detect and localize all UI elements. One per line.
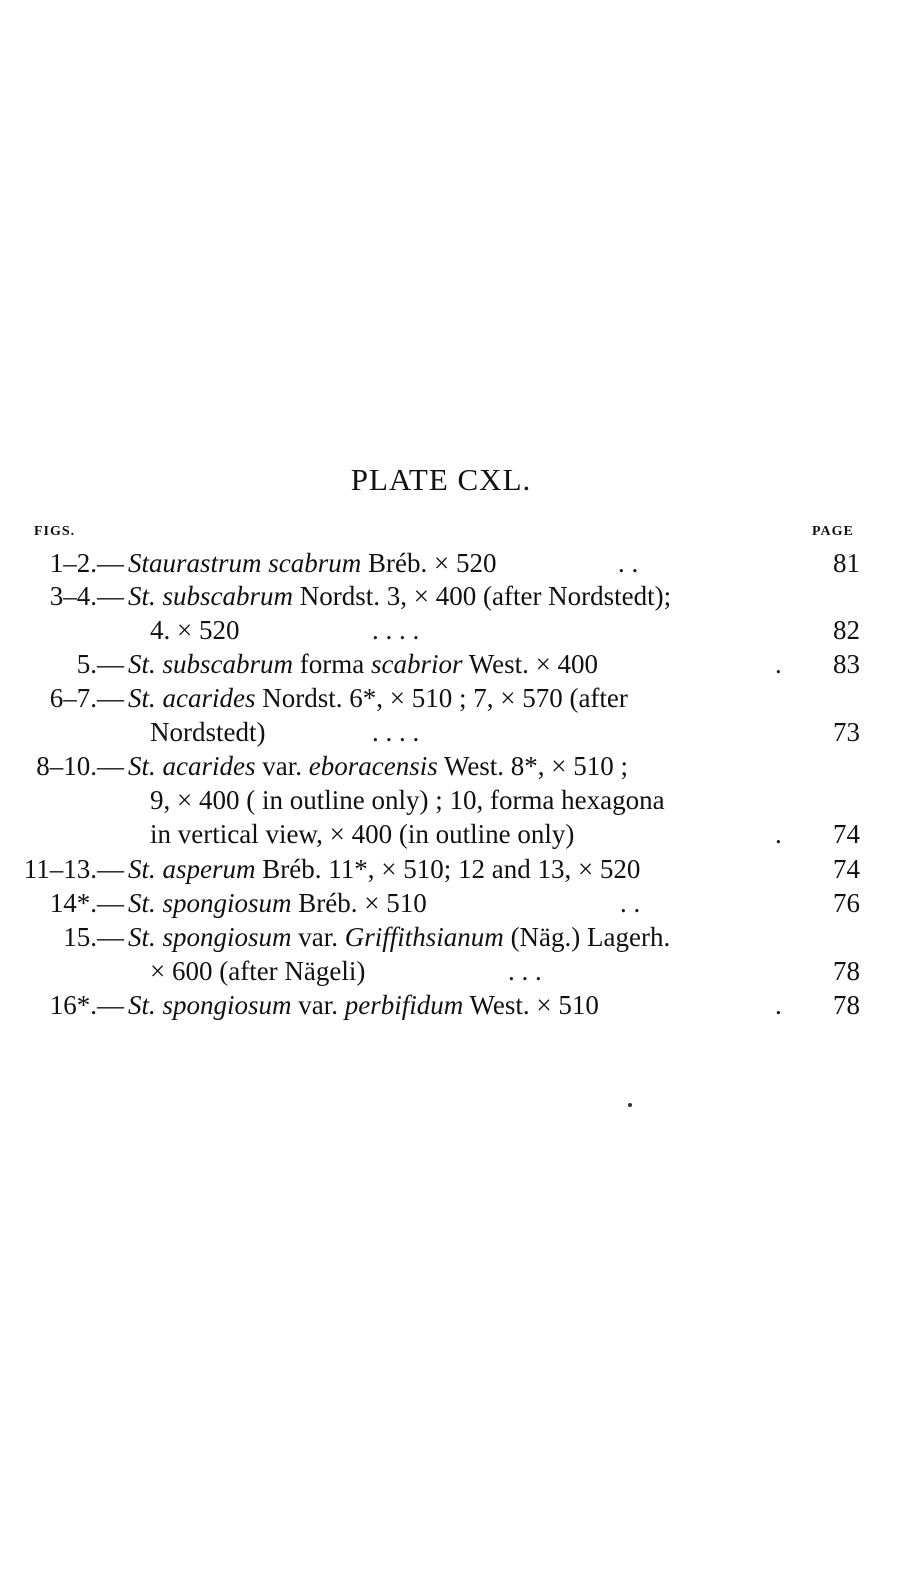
leader-dots: . xyxy=(775,649,782,679)
figure-description-line xyxy=(150,715,265,749)
description-text: Nordst. 3, × 400 (after Nordstedt); xyxy=(293,581,672,611)
description-text: West. 8*, × 510 ; xyxy=(437,751,629,781)
page-number: 73 xyxy=(833,717,860,747)
taxon-name: St. subscabrum xyxy=(128,581,294,611)
description-text: var. xyxy=(255,751,309,781)
taxon-name: St. spongiosum xyxy=(128,888,292,918)
figure-description-line xyxy=(128,988,599,1022)
description-text: var. xyxy=(291,990,345,1020)
description-text: 4. × 520 xyxy=(150,615,240,645)
page-number: 74 xyxy=(833,819,860,849)
figure-description-line xyxy=(150,613,239,647)
figure-description-line xyxy=(128,681,628,715)
figure-number: 14*.— xyxy=(49,888,124,918)
taxon-name: St. spongiosum xyxy=(128,922,292,952)
taxon-name: St. asperum xyxy=(128,854,256,884)
description-text: Nordst. 6*, × 510 ; 7, × 570 (after xyxy=(255,683,628,713)
figure-number: 16*.— xyxy=(49,990,124,1020)
taxon-name: St. acarides xyxy=(128,683,256,713)
figure-number: 15.— xyxy=(63,922,124,952)
description-text: Bréb. × 520 xyxy=(361,548,497,578)
taxon-name: St. acarides xyxy=(128,751,256,781)
figure-description-line xyxy=(150,954,365,988)
page-column-header: PAGE xyxy=(812,524,854,539)
page-number: 83 xyxy=(833,649,860,679)
taxon-name: St. spongiosum xyxy=(128,990,292,1020)
page-number: 74 xyxy=(833,854,860,884)
figure-description-line xyxy=(128,886,427,920)
leader-dots: . . . . xyxy=(372,717,420,747)
description-text: Nordstedt) xyxy=(150,717,266,747)
leader-dots: . . xyxy=(618,548,639,578)
page-number: 78 xyxy=(833,990,860,1020)
figure-description-line xyxy=(128,647,598,681)
plate-title: PLATE CXL. xyxy=(350,462,532,497)
figure-description-line xyxy=(150,817,574,851)
page-number: 82 xyxy=(833,615,860,645)
description-text: Bréb. 11*, × 510; 12 and 13, × 520 xyxy=(255,854,641,884)
taxon-name: Griffithsianum xyxy=(344,922,504,952)
leader-dots: . xyxy=(775,819,782,849)
taxon-name: eboracensis xyxy=(308,751,438,781)
figure-description-line xyxy=(128,749,628,783)
figure-number: 8–10.— xyxy=(36,751,124,781)
figure-number: 3–4.— xyxy=(49,581,124,611)
description-text: var. xyxy=(291,922,345,952)
figure-number: 1–2.— xyxy=(49,548,124,578)
description-text: West. × 400 xyxy=(462,649,599,679)
description-text: forma xyxy=(293,649,371,679)
page-number: 76 xyxy=(833,888,860,918)
description-text: West. × 510 xyxy=(463,990,599,1020)
figure-description-line xyxy=(128,579,671,613)
leader-dots: . . . . xyxy=(372,615,420,645)
figure-number: 5.— xyxy=(76,649,124,679)
figure-description-line xyxy=(128,546,497,580)
figure-description-line xyxy=(150,783,665,817)
figure-number: 11–13.— xyxy=(23,854,124,884)
taxon-name: perbifidum xyxy=(344,990,464,1020)
taxon-name: scabrior xyxy=(370,649,463,679)
figure-description-line xyxy=(128,852,640,886)
print-speck xyxy=(628,1103,632,1107)
figure-description-line xyxy=(128,920,670,954)
leader-dots: . . . xyxy=(508,956,542,986)
leader-dots: . . xyxy=(620,888,641,918)
description-text: 9, × 400 ( in outline only) ; 10, forma hexagona xyxy=(150,785,665,815)
description-text: × 600 (after Nägeli) xyxy=(150,956,366,986)
figure-number: 6–7.— xyxy=(49,683,124,713)
description-text: (Näg.) Lagerh. xyxy=(503,922,671,952)
description-text: Bréb. × 510 xyxy=(291,888,427,918)
page-number: 78 xyxy=(833,956,860,986)
page-number: 81 xyxy=(833,548,860,578)
description-text: in vertical view, × 400 (in outline only) xyxy=(150,819,575,849)
figs-column-header: FIGS. xyxy=(34,524,76,539)
taxon-name: St. subscabrum xyxy=(128,649,294,679)
taxon-name: Staurastrum scabrum xyxy=(128,548,362,578)
leader-dots: . xyxy=(775,990,782,1020)
